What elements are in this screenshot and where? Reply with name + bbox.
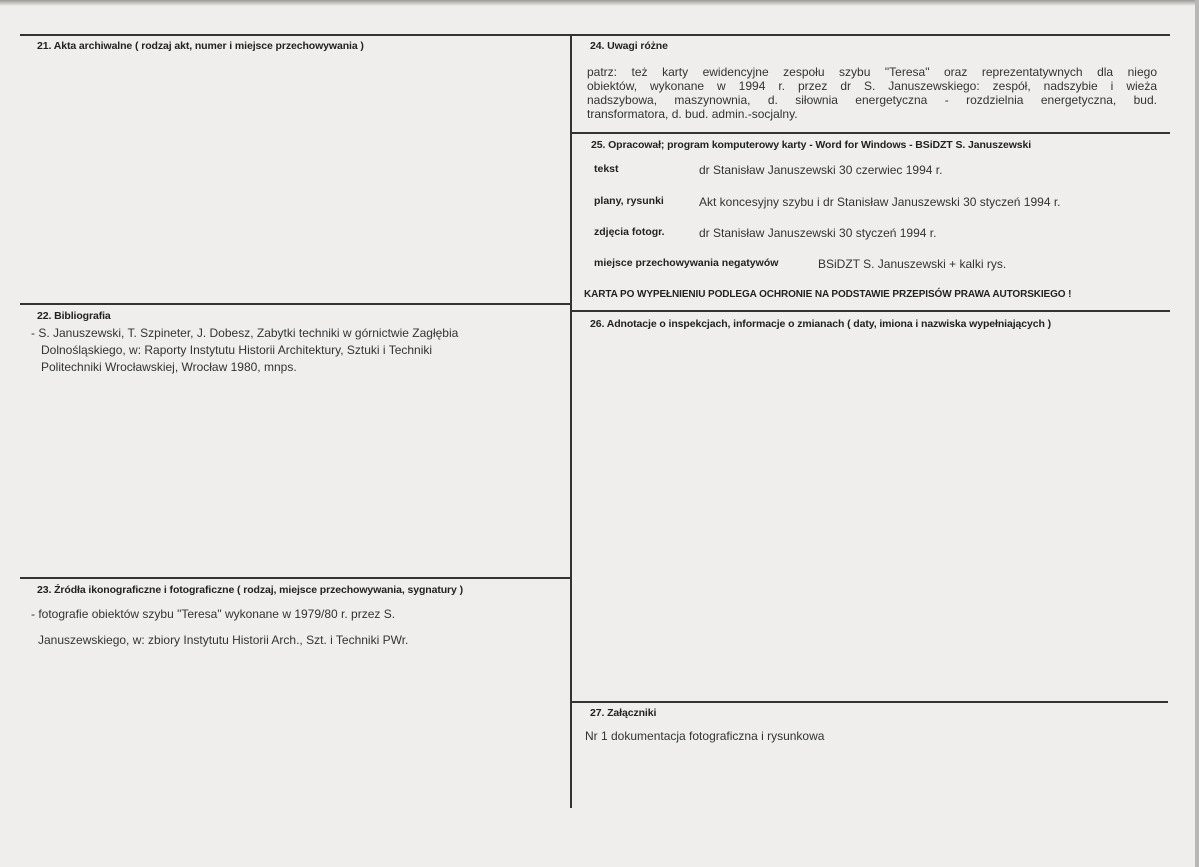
rule-right-26: [571, 310, 1170, 312]
section-26-title: 26. Adnotacje o inspekcjach, informacje o zmianach ( daty, imiona i nazwiska wypełniających ): [590, 318, 1052, 330]
remarks-line-3: nadszybowa, maszynownia, d. siłownia energetyczna - rozdzielnia energetyczna, bud.: [587, 93, 1157, 107]
row-value-text: dr Stanisław Januszewski 30 czerwiec 1994 r.: [699, 163, 943, 177]
card-top-edge: [0, 0, 1199, 6]
remarks-text: [587, 65, 1157, 121]
row-value-plans: Akt koncesyjny szybu i dr Stanisław Januszewski 30 styczeń 1994 r.: [699, 195, 1061, 209]
row-value-negatives: BSiDZT S. Januszewski + kalki rys.: [818, 257, 1007, 271]
row-label-text: tekst: [594, 163, 619, 175]
bibliography-line-2: Dolnośląskiego, w: Raporty Instytutu Historii Architektury, Sztuki i Techniki: [41, 343, 433, 357]
remarks-line-1: patrz: też karty ewidencyjne zespołu szybu "Teresa" oraz reprezentatywnych dla niego: [587, 65, 1157, 79]
section-21-title: 21. Akta archiwalne ( rodzaj akt, numer i miejsce przechowywania ): [37, 40, 364, 52]
bibliography-line-3: Politechniki Wrocławskiej, Wrocław 1980, mnps.: [41, 360, 297, 374]
row-value-photos: dr Stanisław Januszewski 30 styczeń 1994 r.: [699, 226, 937, 240]
center-divider: [570, 34, 572, 808]
section-23-title: 23. Źródła ikonograficzne i fotograficzne ( rodzaj, miejsce przechowywania, sygnatury ): [37, 584, 463, 596]
rule-left-22: [20, 303, 571, 305]
rule-left-23: [20, 577, 571, 579]
section-27-title: 27. Załączniki: [590, 707, 657, 719]
row-label-photos: zdjęcia fotogr.: [594, 226, 665, 238]
section-24-title: 24. Uwagi różne: [590, 40, 668, 52]
row-label-negatives: miejsce przechowywania negatywów: [594, 257, 779, 269]
copyright-notice: KARTA PO WYPEŁNIENIU PODLEGA OCHRONIE NA PODSTAWIE PRZEPISÓW PRAWA AUTORSKIEGO !: [584, 289, 1072, 300]
remarks-line-2: obiektów, wykonane w 1994 r. przez dr S. Januszewskiego: zespół, nadszybie i wieża: [587, 79, 1157, 93]
attachments-text: Nr 1 dokumentacja fotograficzna i rysunkowa: [585, 729, 825, 743]
bibliography-line-1: - S. Januszewski, T. Szpineter, J. Dobesz, Zabytki techniki w górnictwie Zagłębia: [31, 326, 459, 340]
card-right-edge: [1195, 0, 1199, 867]
row-label-plans: plany, rysunki: [594, 195, 664, 207]
section-22-title: 22. Bibliografia: [37, 310, 111, 322]
rule-right-27: [571, 701, 1168, 703]
iconography-line-1: - fotografie obiektów szybu "Teresa" wykonane w 1979/80 r. przez S.: [31, 607, 396, 621]
remarks-line-4: transformatora, d. bud. admin.-socjalny.: [587, 107, 798, 121]
rule-right-25: [571, 132, 1170, 134]
iconography-line-2: Januszewskiego, w: zbiory Instytutu Historii Arch., Szt. i Techniki PWr.: [38, 633, 409, 647]
top-rule: [20, 34, 1170, 36]
section-25-title: 25. Opracował; program komputerowy karty - Word for Windows - BSiDZT S. Januszewski: [591, 139, 1032, 151]
